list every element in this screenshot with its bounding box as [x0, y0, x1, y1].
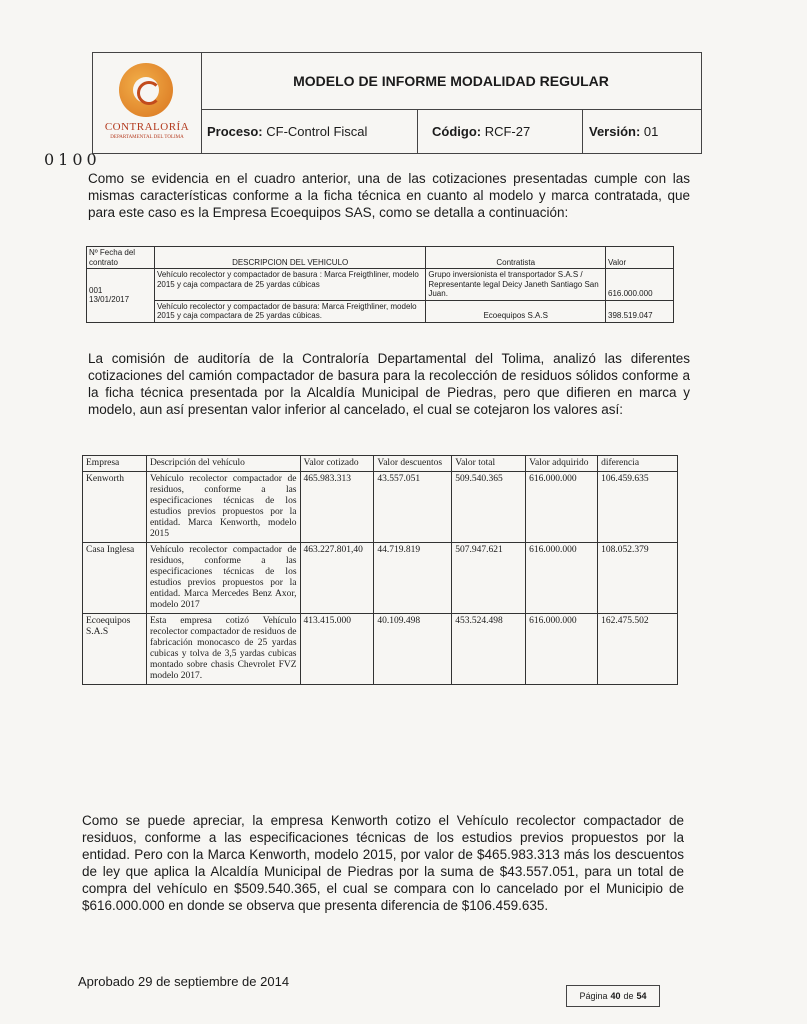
paragraph-intro: Como se evidencia en el cuadro anterior, una de las cotizaciones presentadas cumple con las mismas características conforme a la ficha técnica en cuanto al modelo y marca contratada, que para este caso es la Empresa Ecoequipos SAS, como se detalla a continuación:: [88, 171, 690, 220]
table-row: [83, 543, 678, 614]
cell-adquirido: 616.000.000: [526, 543, 598, 614]
version-value: 01: [643, 123, 659, 139]
cell-total: 507.947.621: [452, 543, 526, 614]
header-valor: Valor: [606, 247, 674, 269]
header-descripcion: Descripción del vehículo: [146, 456, 300, 472]
cell-total: 509.540.365: [452, 472, 526, 543]
cell-empresa: Ecoequipos S.A.S: [83, 614, 147, 685]
page-number-box: [566, 985, 660, 1007]
row-descripcion: Vehículo recolector y compactador de basura : Marca Freigthliner, modelo 2015 y caja compactara de 25 yardas cúbicas: [154, 269, 425, 301]
cell-adquirido: 616.000.000: [526, 472, 598, 543]
page-of: de: [623, 991, 634, 1001]
cell-descuentos: 40.109.498: [374, 614, 452, 685]
table-header-row: [83, 456, 678, 472]
contract-number: 001: [89, 285, 103, 295]
logo-subtitle: DEPARTAMENTAL DEL TOLIMA: [110, 135, 184, 140]
row-descripcion: Vehículo recolector y compactador de basura: Marca Freigthliner, modelo 2015 y caja compactara de 25 yardas cúbicas.: [154, 300, 425, 322]
codigo-value: RCF-27: [484, 123, 531, 139]
cell-descuentos: 43.557.051: [374, 472, 452, 543]
header-fecha: Nº Fecha del contrato: [87, 247, 155, 269]
page-number: 40: [610, 991, 621, 1001]
header-valor-adquirido: Valor adquirido: [526, 456, 598, 472]
cell-diferencia: 162.475.502: [598, 614, 678, 685]
handwritten-folio-number: 0100: [44, 150, 101, 169]
cell-diferencia: 106.459.635: [598, 472, 678, 543]
version-label: Versión:: [589, 123, 641, 139]
cell-descripcion: Esta empresa cotizó Vehículo recolector compactador de residuos de fabricación monocasco de 25 yardas cubicas y tolva de 3,5 yardas cubicas montado sobre chasis Chevrolet FVZ modelo 2017.: [146, 614, 300, 685]
header-contratista: Contratista: [426, 247, 606, 269]
cell-cotizado: 463.227.801,40: [300, 543, 374, 614]
cell-descripcion: Vehículo recolector compactador de residuos, conforme a las especificaciones técnicas de los estudios previos propuestos por la entidad. Marca Kenworth, modelo 2015: [146, 472, 300, 543]
logo-c-mark-icon: [137, 81, 161, 105]
quotation-comparison-table: [82, 455, 678, 685]
row-contratista: Grupo inversionista el transportador S.A.S / Representante legal Deicy Janeth Santiago San Juan.: [426, 269, 606, 301]
document-header: [92, 52, 702, 154]
header-valor-total: Valor total: [452, 456, 526, 472]
cell-cotizado: 465.983.313: [300, 472, 374, 543]
cell-total: 453.524.498: [452, 614, 526, 685]
cell-adquirido: 616.000.000: [526, 614, 598, 685]
cell-descripcion: Vehículo recolector compactador de residuos, conforme a las especificaciones técnicas de los estudios previos propuestos por la entidad. Marca Mercedes Benz Axor, modelo 2017: [146, 543, 300, 614]
row-valor: 616.000.000: [606, 269, 674, 301]
cell-empresa: Kenworth: [83, 472, 147, 543]
header-descripcion: DESCRIPCION DEL VEHICULO: [154, 247, 425, 269]
codigo-cell: [418, 109, 583, 153]
logo-name: CONTRALORÍA: [104, 121, 190, 133]
contract-id-cell: [87, 269, 155, 323]
cell-empresa: Casa Inglesa: [83, 543, 147, 614]
proceso-label: Proceso:: [207, 123, 263, 139]
page-total: 54: [636, 991, 647, 1001]
table-row: [87, 300, 674, 322]
table-row: [83, 614, 678, 685]
contract-date: 13/01/2017: [89, 295, 130, 305]
page-label: Página: [579, 991, 608, 1001]
header-valor-cotizado: Valor cotizado: [300, 456, 374, 472]
version-cell: [583, 109, 701, 153]
proceso-value: CF-Control Fiscal: [266, 123, 368, 139]
header-diferencia: diferencia: [598, 456, 678, 472]
cell-descuentos: 44.719.819: [374, 543, 452, 614]
paragraph-conclusion: Como se puede apreciar, la empresa Kenworth cotizo el Vehículo recolector compactador de residuos, conforme a las especificaciones técnicas de los estudios previos propuestos por la entidad. Pero con la Marca Kenworth, modelo 2015, por valor de $465.983.313 más los descuentos de ley que aplica la Alcaldía Municipal de Piedras por la suma de $43.557.051, para un total de compra del vehículo en $509.540.365, el cual se compara con lo cancelado por el Municipio de $616.000.000 en donde se observa que presenta diferencia de $106.459.635.: [82, 813, 684, 913]
proceso-cell: [201, 109, 418, 153]
logo-cell: [93, 53, 202, 153]
header-meta-row: [201, 109, 701, 153]
cell-diferencia: 108.052.379: [598, 543, 678, 614]
approval-date: Aprobado 29 de septiembre de 2014: [78, 974, 290, 989]
row-contratista: Ecoequipos S.A.S: [426, 300, 606, 322]
codigo-label: Código:: [432, 123, 482, 139]
contract-table: [86, 246, 674, 323]
table-row: [83, 472, 678, 543]
cell-cotizado: 413.415.000: [300, 614, 374, 685]
header-valor-descuentos: Valor descuentos: [374, 456, 452, 472]
header-empresa: Empresa: [83, 456, 147, 472]
row-valor: 398.519.047: [606, 300, 674, 322]
table-row: [87, 269, 674, 301]
paragraph-analysis: La comisión de auditoría de la Contraloría Departamental del Tolima, analizó las diferentes cotizaciones del camión compactador de basura para la recolección de residuos sólidos conforme a la ficha técnica presentada por la Alcaldía Municipal de Piedras, pero que difieren en marca y modelo, aun así presentan valor inferior al cancelado, el cual se cotejaron los valores así:: [88, 351, 690, 417]
document-title: MODELO DE INFORME MODALIDAD REGULAR: [201, 53, 701, 110]
